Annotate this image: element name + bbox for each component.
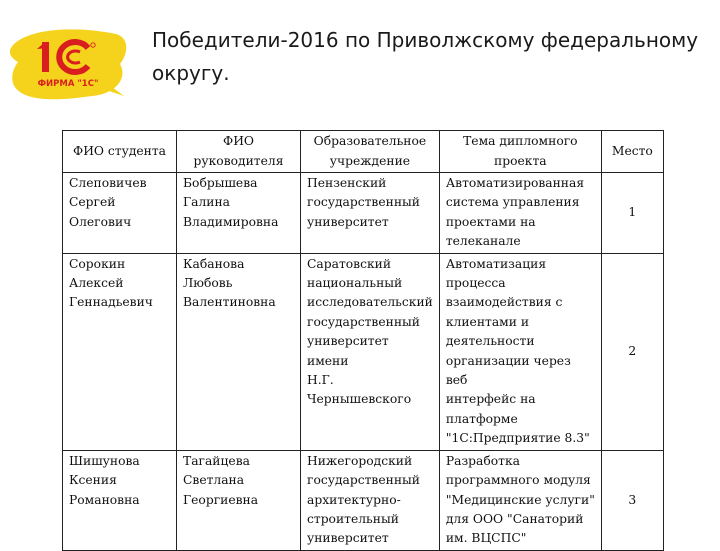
- header-student: ФИО студента: [63, 131, 177, 173]
- place-value: 3: [601, 450, 663, 550]
- table-header-row: [63, 131, 664, 173]
- header-topic: Тема дипломного проекта: [439, 131, 601, 173]
- winners-table: [62, 130, 664, 551]
- student-name: Шишунова Ксения Романовна: [63, 450, 177, 550]
- company-logo: [4, 22, 134, 104]
- table-row: [63, 173, 664, 254]
- supervisor-name: Бобрышева Галина Владимировна: [177, 173, 301, 254]
- institution-name: Пензенский государственный университет: [301, 173, 440, 254]
- table-row: [63, 253, 664, 450]
- project-topic: Разработка программного модуля "Медицинские услуги" для ООО "Санаторий им. ВЦСПС": [439, 450, 601, 550]
- slide-title: Победители-2016 по Приволжскому федеральному округу.: [152, 28, 699, 85]
- project-topic: Автоматизированная система управления проектами на телеканале: [439, 173, 601, 254]
- supervisor-name: Кабанова Любовь Валентиновна: [177, 253, 301, 450]
- student-name: Слеповичев Сергей Олегович: [63, 173, 177, 254]
- student-name: Сорокин Алексей Геннадьевич: [63, 253, 177, 450]
- project-topic: Автоматизация процесса взаимодействия с клиентами и деятельности организации через веб интерфейс на платформе "1С:Предприятие 8.3": [439, 253, 601, 450]
- header-supervisor: ФИО руководителя: [177, 131, 301, 173]
- place-value: 2: [601, 253, 663, 450]
- place-value: 1: [601, 173, 663, 254]
- logo-caption: ФИРМА "1С": [37, 79, 99, 89]
- 1c-logo-icon: [4, 22, 134, 104]
- institution-name: Саратовский национальный исследовательский государственный университет имени Н.Г. Чернышевского: [301, 253, 440, 450]
- supervisor-name: Тагайцева Светлана Георгиевна: [177, 450, 301, 550]
- header-place: Место: [601, 131, 663, 173]
- table-row: [63, 450, 664, 550]
- header-institution: Образовательное учреждение: [301, 131, 440, 173]
- institution-name: Нижегородский государственный архитектурно- строительный университет: [301, 450, 440, 550]
